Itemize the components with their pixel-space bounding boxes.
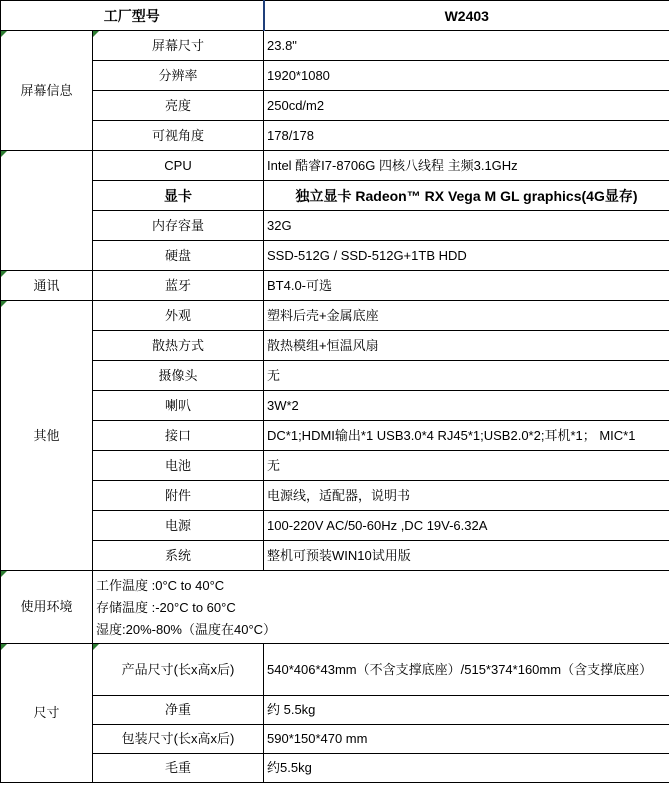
row-value: SSD-512G / SSD-512G+1TB HDD — [264, 241, 669, 271]
table-row — [1, 181, 669, 211]
table-row — [1, 481, 669, 511]
row-label: 显卡 — [93, 181, 264, 211]
table-row — [1, 391, 669, 421]
table-row — [1, 151, 669, 181]
row-value: 540*406*43mm（不含支撑底座）/515*374*160mm（含支撑底座） — [264, 644, 669, 696]
model-number: W2403 — [264, 1, 669, 31]
section-env: 使用环境 — [1, 571, 93, 644]
table-row — [1, 241, 669, 271]
row-value: 电源线，适配器，说明书 — [264, 481, 669, 511]
table-row — [1, 644, 669, 696]
row-label: 毛重 — [93, 754, 264, 783]
section-comm: 通讯 — [1, 271, 93, 301]
section-screen: 屏幕信息 — [1, 31, 93, 151]
row-label: 蓝牙 — [93, 271, 264, 301]
row-label: 亮度 — [93, 91, 264, 121]
table-row — [1, 725, 669, 754]
row-value: 178/178 — [264, 121, 669, 151]
section-hardware — [1, 151, 93, 271]
row-value: 590*150*470 mm — [264, 725, 669, 754]
row-value: 250cd/m2 — [264, 91, 669, 121]
env-storage-temp: 存储温度 :-20°C to 60°C — [96, 599, 236, 615]
row-value: 独立显卡 Radeon™ RX Vega M GL graphics(4G显存) — [264, 181, 669, 211]
table-row — [1, 121, 669, 151]
table-row — [1, 451, 669, 481]
row-label: 喇叭 — [93, 391, 264, 421]
row-value: Intel 酷睿I7-8706G 四核八线程 主频3.1GHz — [264, 151, 669, 181]
row-label: 分辨率 — [93, 61, 264, 91]
table-row — [1, 696, 669, 725]
row-value: 100-220V AC/50-60Hz ,DC 19V-6.32A — [264, 511, 669, 541]
table-row — [1, 211, 669, 241]
row-label: 包装尺寸(长x高x后) — [93, 725, 264, 754]
table-row — [1, 91, 669, 121]
table-row — [1, 571, 669, 644]
row-value: BT4.0-可选 — [264, 271, 669, 301]
section-other: 其他 — [1, 301, 93, 571]
row-label: 产品尺寸(长x高x后) — [93, 644, 264, 696]
table-row — [1, 361, 669, 391]
row-label: 内存容量 — [93, 211, 264, 241]
row-label: 电池 — [93, 451, 264, 481]
row-label: 散热方式 — [93, 331, 264, 361]
row-value: 32G — [264, 211, 669, 241]
row-label: 屏幕尺寸 — [93, 31, 264, 61]
table-row — [1, 754, 669, 783]
row-label: 系统 — [93, 541, 264, 571]
table-row — [1, 271, 669, 301]
table-row — [1, 331, 669, 361]
row-value: 约 5.5kg — [264, 696, 669, 725]
row-value: 无 — [264, 361, 669, 391]
row-label: 接口 — [93, 421, 264, 451]
table-row — [1, 421, 669, 451]
row-value: 1920*1080 — [264, 61, 669, 91]
table-row — [1, 301, 669, 331]
row-label: 电源 — [93, 511, 264, 541]
row-label: CPU — [93, 151, 264, 181]
row-value: 整机可预装WIN10试用版 — [264, 541, 669, 571]
row-label: 硬盘 — [93, 241, 264, 271]
row-value: 约5.5kg — [264, 754, 669, 783]
row-value: 3W*2 — [264, 391, 669, 421]
env-working-temp: 工作温度 :0°C to 40°C — [96, 577, 225, 593]
table-row — [1, 31, 669, 61]
table-row — [1, 541, 669, 571]
header-label: 工厂型号 — [1, 1, 264, 31]
row-value: DC*1;HDMI输出*1 USB3.0*4 RJ45*1;USB2.0*2;耳机*1； MIC*1 — [264, 421, 669, 451]
row-value: 无 — [264, 451, 669, 481]
row-value: 散热模组+恒温风扇 — [264, 331, 669, 361]
row-label: 净重 — [93, 696, 264, 725]
table-row — [1, 61, 669, 91]
row-label: 摄像头 — [93, 361, 264, 391]
row-label: 可视角度 — [93, 121, 264, 151]
row-value: 23.8" — [264, 31, 669, 61]
section-size: 尺寸 — [1, 644, 93, 783]
row-value: 塑料后壳+金属底座 — [264, 301, 669, 331]
env-humidity: 湿度:20%-80%（温度在40°C） — [96, 621, 277, 637]
header-row — [1, 1, 669, 31]
row-label: 附件 — [93, 481, 264, 511]
env-details — [93, 571, 669, 644]
row-label: 外观 — [93, 301, 264, 331]
table-row — [1, 511, 669, 541]
